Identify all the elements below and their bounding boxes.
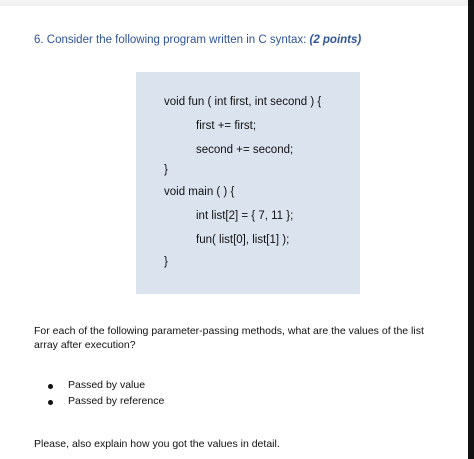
code-line: second += second; <box>196 144 294 156</box>
bullet-dot-icon <box>48 400 53 405</box>
question-points: (2 points) <box>309 34 362 46</box>
code-line: void main ( ) { <box>164 186 235 198</box>
code-line: int list[2] = { 7, 11 }; <box>196 210 294 222</box>
code-line: } <box>164 256 168 268</box>
list-item-label: Passed by reference <box>68 395 165 407</box>
document-page <box>0 6 466 459</box>
code-line: first += first; <box>196 120 257 132</box>
question-text: 6. Consider the following program written in C syntax: <box>34 34 310 46</box>
instruction-paragraph: For each of the following parameter-passing methods, what are the values of the list array after execution? <box>34 325 424 351</box>
list-item-label: Passed by value <box>68 379 146 391</box>
question-heading <box>34 34 361 46</box>
code-block <box>136 72 360 294</box>
right-edge-bar <box>468 0 474 459</box>
code-line: fun( list[0], list[1] ); <box>196 234 290 246</box>
closing-instruction: Please, also explain how you got the values in detail. <box>34 438 280 450</box>
bullet-dot-icon <box>48 384 53 389</box>
code-line: void fun ( int first, int second ) { <box>164 96 322 108</box>
code-line: } <box>164 164 168 176</box>
